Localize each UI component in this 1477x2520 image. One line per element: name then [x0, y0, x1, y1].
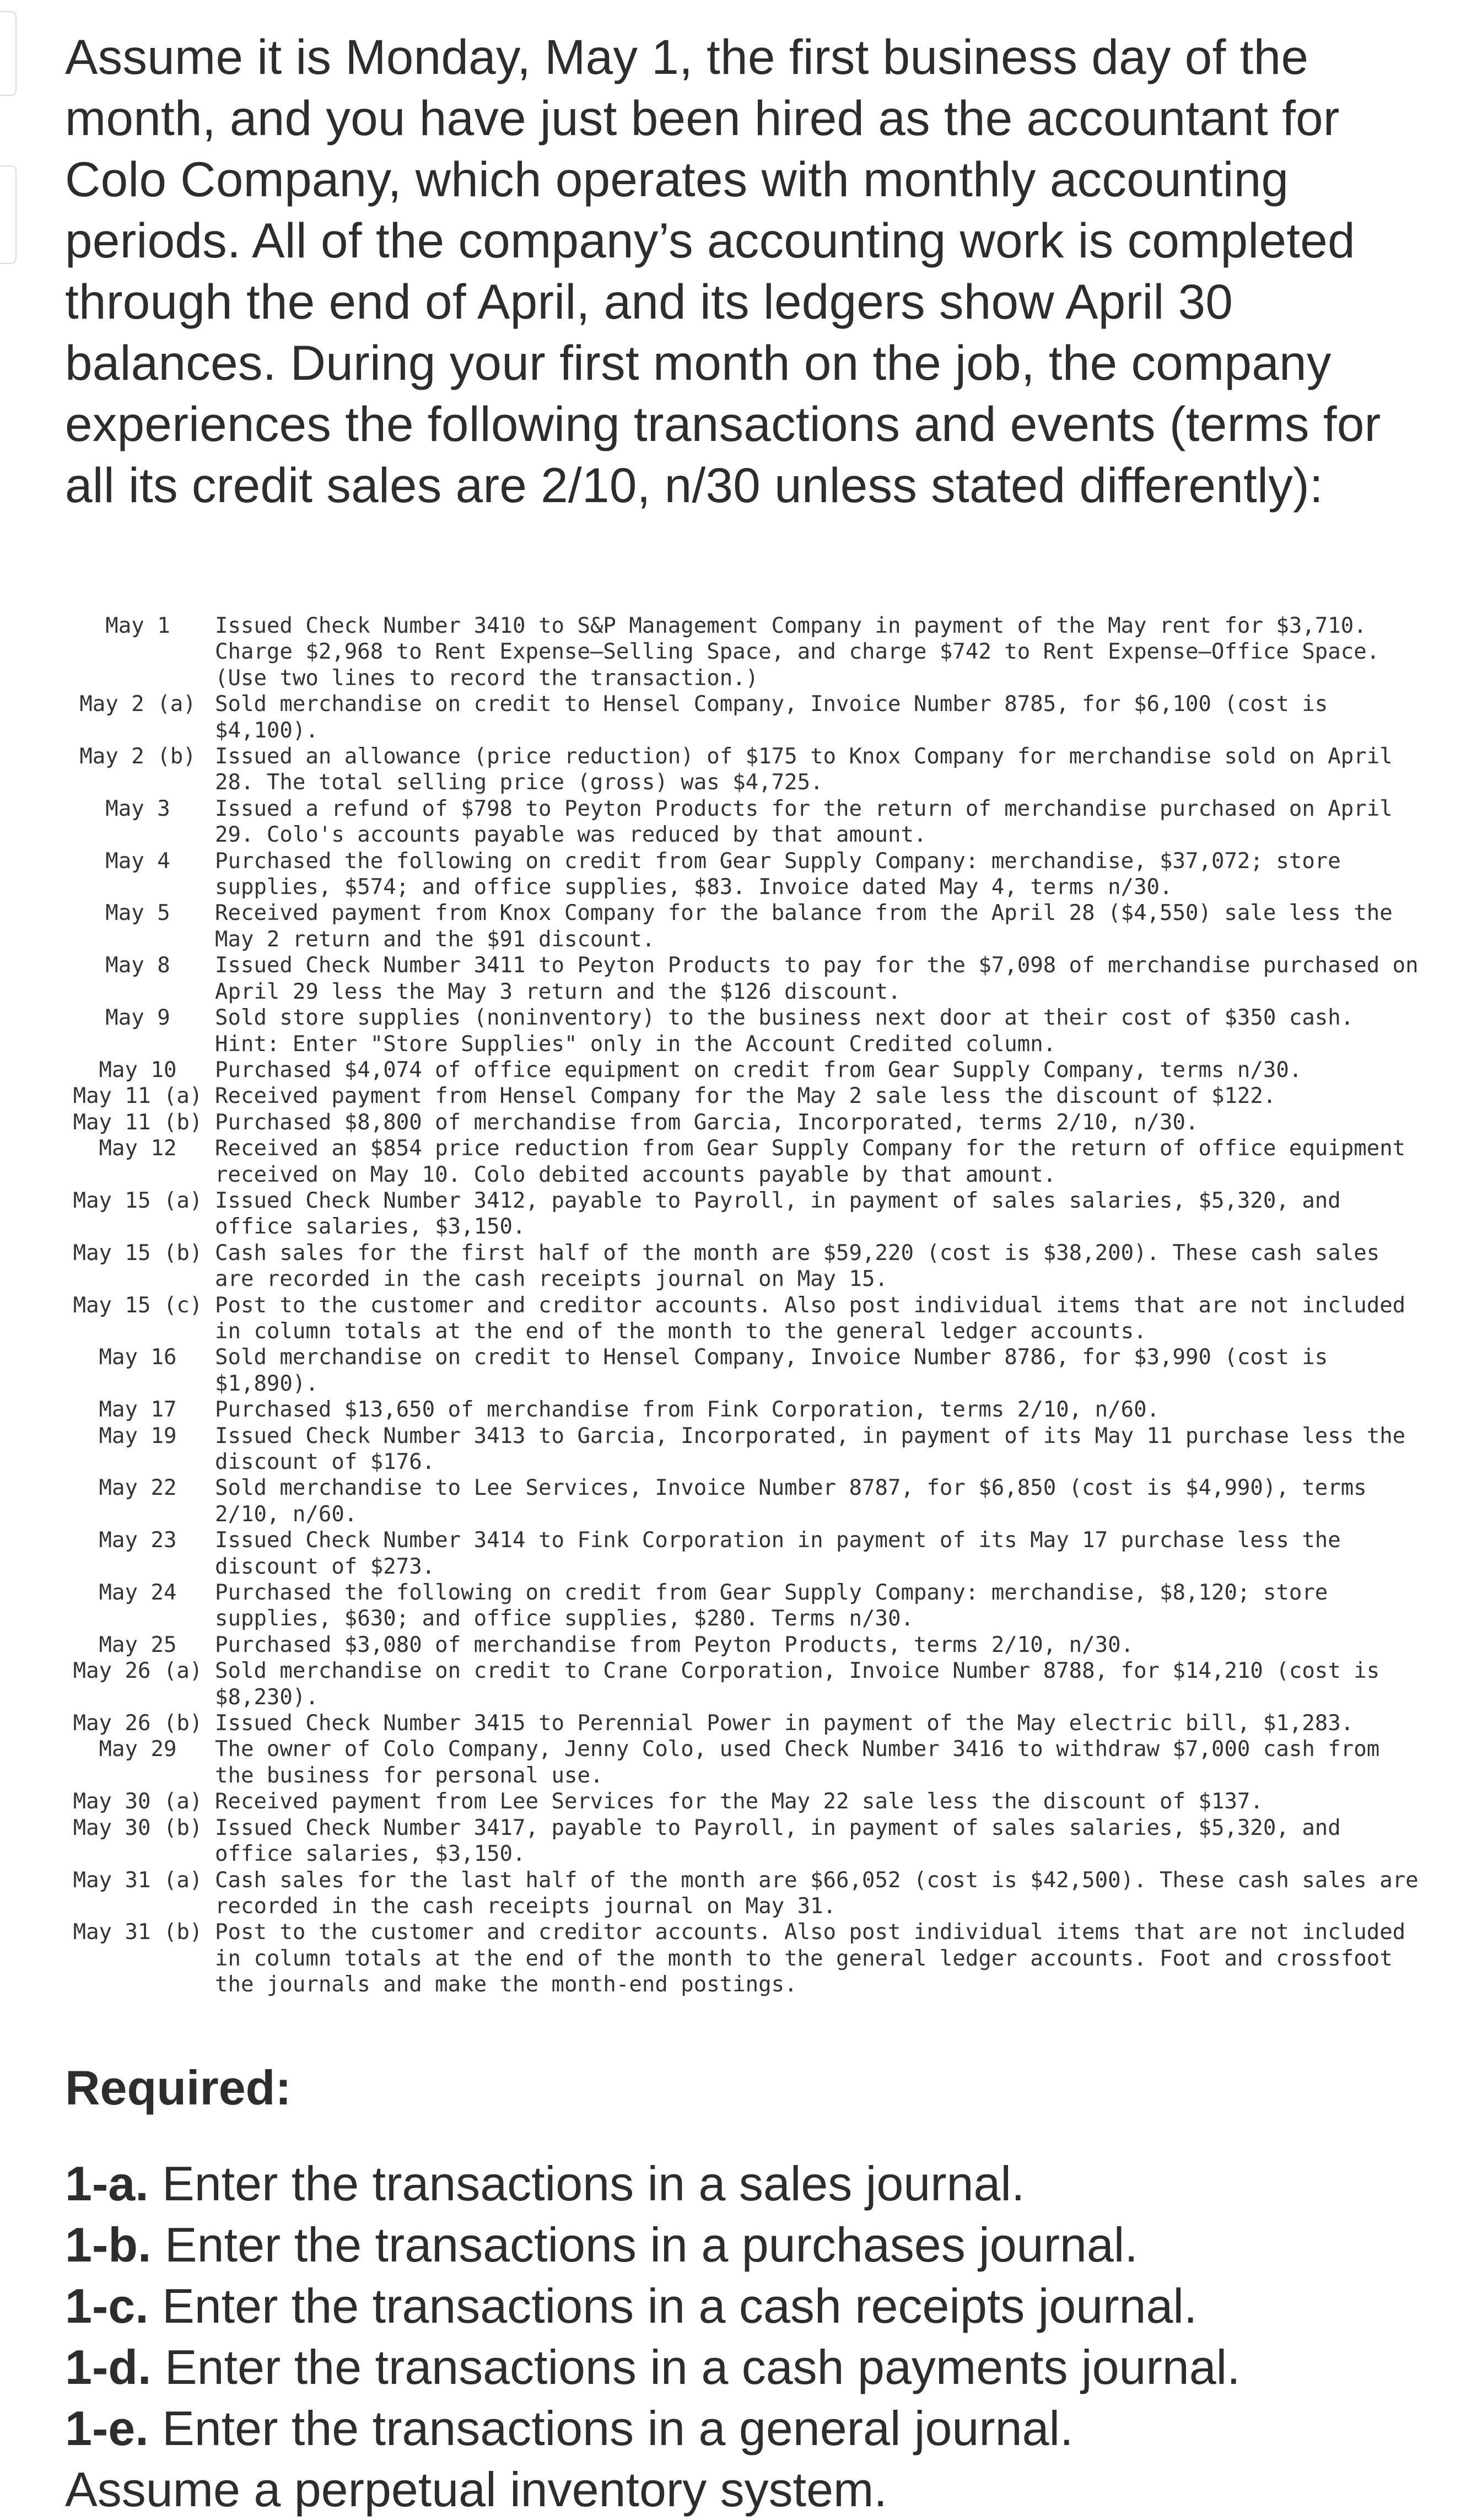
- transaction-date: May 30 (b): [73, 1815, 203, 1840]
- transaction-row: [61, 1135, 1427, 1188]
- transaction-date: May 17: [99, 1397, 177, 1423]
- requirement-item: [65, 2398, 1432, 2459]
- transaction-text: Purchased $13,650 of merchandise from Fink Corporation, terms 2/10, n/60.: [215, 1397, 1160, 1423]
- problem-intro: Assume it is Monday, May 1, the first business day of the month, and you have just been hired as the accountant for Colo Company, which operates with monthly accounting periods. All of the company’s accounting work is completed through the end of April, and its ledgers show April 30 balances. During your first month on the job, the company experiences the following transactions and events (terms for all its credit sales are 2/10, n/30 unless stated differently):: [65, 29, 1381, 513]
- transaction-row: [61, 1083, 1427, 1109]
- requirement-text: Enter the transactions in a cash payments journal.: [164, 2340, 1241, 2394]
- transaction-text: Post to the customer and creditor accounts. Also post individual items that are not included in column totals at the end of the month to the general ledger accounts. Foot and crossfoot the journals and make the month-end postings.: [215, 1920, 1406, 1997]
- transaction-row: [61, 1057, 1427, 1083]
- transaction-text: Issued Check Number 3417, payable to Payroll, in payment of sales salaries, $5,320, and office salaries, $3,150.: [215, 1815, 1341, 1867]
- transaction-text: Sold merchandise on credit to Hensel Company, Invoice Number 8786, for $3,990 (cost is $1,890).: [215, 1345, 1328, 1396]
- requirement-number: 1-d.: [65, 2340, 152, 2394]
- transaction-row: [61, 1815, 1427, 1867]
- transaction-row: [61, 1919, 1427, 1997]
- transaction-date: May 30 (a): [73, 1789, 203, 1814]
- requirement-item: [65, 2336, 1432, 2398]
- requirements-list: [65, 2153, 1432, 2520]
- requirement-text: Enter the transactions in a cash receipts journal.: [162, 2279, 1198, 2333]
- required-heading: Required:: [65, 2060, 292, 2115]
- transaction-row: [61, 1632, 1427, 1658]
- transaction-text: The owner of Colo Company, Jenny Colo, used Check Number 3416 to withdraw $7,000 cash from the business for personal use.: [215, 1737, 1380, 1788]
- transaction-date: May 15 (b): [73, 1240, 203, 1266]
- transaction-date: May 26 (a): [73, 1659, 203, 1684]
- transaction-date: May 25: [99, 1632, 177, 1657]
- transaction-text: Issued a refund of $798 to Peyton Products for the return of merchandise purchased on April 29. Colo's accounts payable was reduced by that amount.: [215, 796, 1393, 848]
- requirement-item: [65, 2153, 1432, 2214]
- transaction-row: [61, 1580, 1427, 1632]
- transaction-row: [61, 796, 1427, 848]
- transaction-text: Sold store supplies (noninventory) to the business next door at their cost of $350 cash. Hint: Enter "Store Supplies" only in the Account Credited column.: [215, 1005, 1354, 1057]
- transaction-date: May 11 (a): [73, 1084, 203, 1109]
- transaction-row: [61, 1736, 1427, 1789]
- transaction-text: Issued an allowance (price reduction) of $175 to Knox Company for merchandise sold on April 28. The total selling price (gross) was $4,725.: [215, 744, 1393, 795]
- transaction-date: May 9: [105, 1005, 170, 1031]
- requirement-item: [65, 2214, 1432, 2275]
- transaction-row: [61, 1867, 1427, 1920]
- transaction-row: [61, 744, 1427, 796]
- transaction-row: [61, 848, 1427, 901]
- transaction-date: May 31 (a): [73, 1867, 203, 1893]
- transaction-date: May 29: [99, 1737, 177, 1762]
- transaction-row: [61, 1110, 1427, 1135]
- transaction-row: [61, 1658, 1427, 1710]
- transaction-row: [61, 1527, 1427, 1580]
- requirement-number: 1-b.: [65, 2217, 152, 2272]
- transaction-text: Purchased the following on credit from Gear Supply Company: merchandise, $8,120; store supplies, $630; and office supplies, $280. Terms n/30.: [215, 1580, 1328, 1631]
- transaction-date: May 15 (a): [73, 1188, 203, 1213]
- transaction-text: Purchased $3,080 of merchandise from Peyton Products, terms 2/10, n/30.: [215, 1632, 1134, 1657]
- transaction-text: Issued Check Number 3410 to S&P Management Company in payment of the May rent for $3,710. Charge $2,968 to Rent Expense—Selling Space, and charge $742 to Rent Expense—Office Space. (Use two lines to record the transaction.): [215, 613, 1380, 691]
- transaction-date: May 10: [99, 1057, 177, 1083]
- transaction-row: [61, 691, 1427, 744]
- transaction-row: [61, 613, 1427, 691]
- transaction-text: Received payment from Hensel Company for the May 2 sale less the discount of $122.: [215, 1084, 1276, 1109]
- transaction-date: May 8: [105, 953, 170, 978]
- transaction-text: Post to the customer and creditor accounts. Also post individual items that are not included in column totals at the end of the month to the general ledger accounts.: [215, 1293, 1406, 1344]
- transaction-date: May 3: [105, 796, 170, 821]
- transaction-text: Sold merchandise on credit to Crane Corporation, Invoice Number 8788, for $14,210 (cost is $8,230).: [215, 1659, 1380, 1710]
- transaction-text: Purchased $4,074 of office equipment on credit from Gear Supply Company, terms n/30.: [215, 1057, 1302, 1083]
- transaction-text: Issued Check Number 3412, payable to Payroll, in payment of sales salaries, $5,320, and office salaries, $3,150.: [215, 1188, 1341, 1240]
- transaction-row: [61, 1293, 1427, 1345]
- transaction-date: May 2 (b): [79, 744, 196, 769]
- transaction-row: [61, 1240, 1427, 1293]
- requirement-item: [65, 2275, 1432, 2336]
- transaction-text: Cash sales for the last half of the month are $66,052 (cost is $42,500). These cash sales are recorded in the cash receipts journal on May 31.: [215, 1867, 1419, 1919]
- transaction-row: [61, 952, 1427, 1005]
- transaction-text: Received payment from Lee Services for the May 22 sale less the discount of $137.: [215, 1789, 1263, 1814]
- requirement-number: 1-c.: [65, 2279, 149, 2333]
- transaction-date: May 22: [99, 1476, 177, 1501]
- transaction-text: Sold merchandise to Lee Services, Invoice Number 8787, for $6,850 (cost is $4,990), terms 2/10, n/60.: [215, 1476, 1367, 1527]
- requirement-note: Assume a perpetual inventory system.: [65, 2462, 887, 2517]
- transaction-date: May 24: [99, 1580, 177, 1606]
- transaction-row: [61, 1475, 1427, 1527]
- transaction-date: May 26 (b): [73, 1711, 203, 1736]
- transaction-date: May 2 (a): [79, 692, 196, 717]
- edge-tab-middle: [0, 165, 17, 264]
- transaction-text: Issued Check Number 3411 to Peyton Products to pay for the $7,098 of merchandise purchased on April 29 less the May 3 return and the $126 discount.: [215, 953, 1419, 1004]
- transaction-row: [61, 1423, 1427, 1476]
- transaction-date: May 5: [105, 901, 170, 926]
- transaction-list: [61, 613, 1427, 1998]
- requirement-number: 1-e.: [65, 2401, 149, 2456]
- transaction-row: [61, 1005, 1427, 1057]
- transaction-date: May 4: [105, 848, 170, 874]
- transaction-row: [61, 1188, 1427, 1240]
- transaction-date: May 31 (b): [73, 1920, 203, 1945]
- transaction-text: Received an $854 price reduction from Gear Supply Company for the return of office equipment received on May 10. Colo debited accounts payable by that amount.: [215, 1136, 1406, 1187]
- transaction-text: Purchased $8,800 of merchandise from Garcia, Incorporated, terms 2/10, n/30.: [215, 1110, 1199, 1135]
- transaction-row: [61, 1344, 1427, 1397]
- transaction-date: May 16: [99, 1345, 177, 1370]
- transaction-text: Issued Check Number 3413 to Garcia, Incorporated, in payment of its May 11 purchase less the discount of $176.: [215, 1423, 1406, 1474]
- requirement-text: Enter the transactions in a sales journal.: [162, 2156, 1025, 2211]
- transaction-date: May 12: [99, 1136, 177, 1161]
- transaction-date: May 19: [99, 1423, 177, 1449]
- requirement-text: Enter the transactions in a general journal.: [162, 2401, 1074, 2456]
- transaction-text: Purchased the following on credit from Gear Supply Company: merchandise, $37,072; store supplies, $574; and office supplies, $83. Invoice dated May 4, terms n/30.: [215, 848, 1341, 900]
- transaction-text: Sold merchandise on credit to Hensel Company, Invoice Number 8785, for $6,100 (cost is $4,100).: [215, 692, 1328, 743]
- transaction-row: [61, 1789, 1427, 1814]
- transaction-text: Issued Check Number 3414 to Fink Corporation in payment of its May 17 purchase less the discount of $273.: [215, 1528, 1341, 1579]
- transaction-row: [61, 900, 1427, 952]
- transaction-row: [61, 1397, 1427, 1423]
- transaction-date: May 15 (c): [73, 1293, 203, 1318]
- transaction-text: Received payment from Knox Company for the balance from the April 28 ($4,550) sale less the May 2 return and the $91 discount.: [215, 901, 1393, 952]
- transaction-text: Cash sales for the first half of the month are $59,220 (cost is $38,200). These cash sales are recorded in the cash receipts journal on May 15.: [215, 1240, 1380, 1292]
- transaction-date: May 23: [99, 1528, 177, 1553]
- transaction-text: Issued Check Number 3415 to Perennial Power in payment of the May electric bill, $1,283.: [215, 1711, 1354, 1736]
- requirement-number: 1-a.: [65, 2156, 149, 2211]
- edge-tab-top: [0, 11, 17, 96]
- transaction-date: May 11 (b): [73, 1110, 203, 1135]
- transaction-row: [61, 1710, 1427, 1736]
- transaction-date: May 1: [105, 613, 170, 638]
- requirement-text: Enter the transactions in a purchases journal.: [164, 2217, 1138, 2272]
